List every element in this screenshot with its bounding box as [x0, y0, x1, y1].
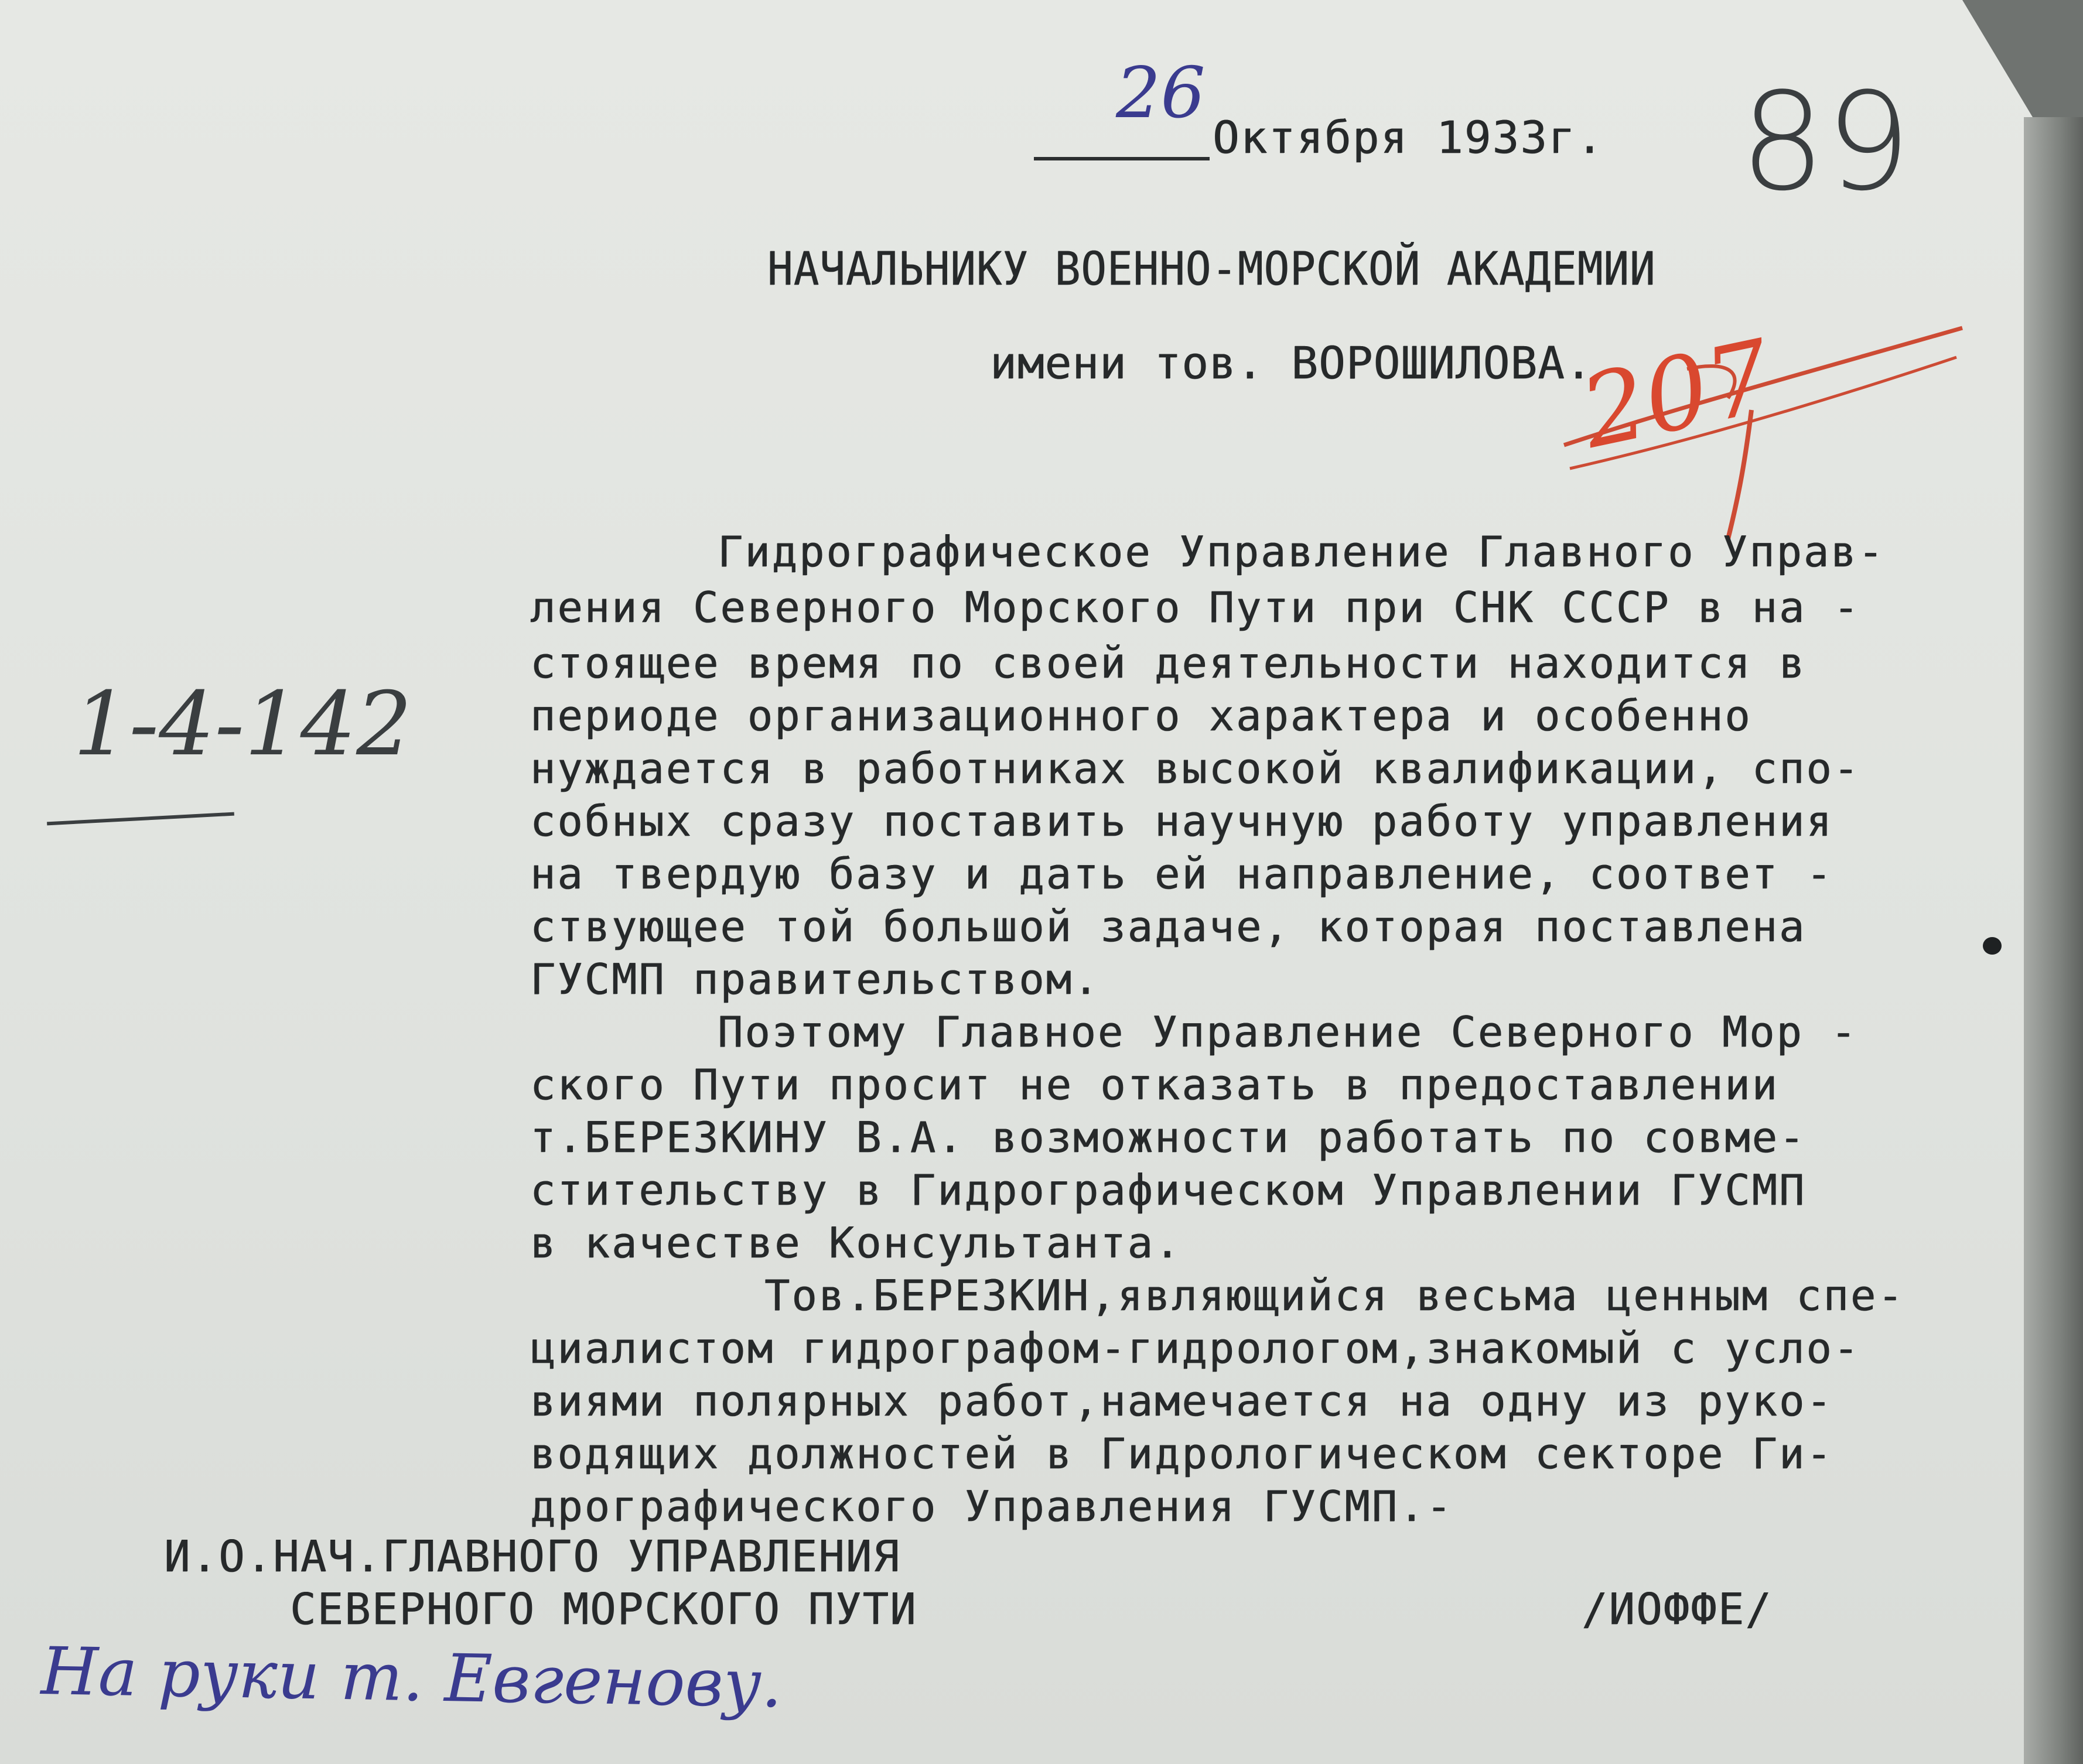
- body-line: периоде организационного характера и особенно: [530, 691, 1752, 740]
- date-day: 26: [1116, 53, 1206, 134]
- signatory-title-line-2: СЕВЕРНОГО МОРСКОГО ПУТИ: [290, 1584, 917, 1635]
- red-mark-number: 207: [1571, 318, 1782, 471]
- body-line: собных сразу поставить научную работу управления: [530, 796, 1833, 846]
- body-line: ского Пути просит не отказать в предоставлении: [530, 1060, 1779, 1109]
- body-line: на твердую базу и дать ей направление, соответ -: [530, 849, 1833, 898]
- signatory-title-line-1: И.О.НАЧ.ГЛАВНОГО УПРАВЛЕНИЯ: [164, 1531, 900, 1582]
- body-line: ГУСМП правительством.: [530, 955, 1101, 1004]
- ink-blot: [1983, 937, 2002, 955]
- body-line: водящих должностей в Гидрологическом секторе Ги-: [530, 1429, 1833, 1478]
- body-line: циалистом гидрографом-гидрологом,знакомый с усло-: [530, 1324, 1861, 1373]
- body-line: в качестве Консультанта.: [530, 1218, 1182, 1267]
- body-line: ления Северного Морского Пути при СНК СССР в на -: [530, 583, 1861, 632]
- signatory-name: /ИОФФЕ/: [1582, 1584, 1773, 1635]
- body-line: дрографического Управления ГУСМП.-: [530, 1482, 1453, 1531]
- addressee-line-1: НАЧАЛЬНИКУ ВОЕННО-МОРСКОЙ АКАДЕМИИ: [767, 243, 1656, 296]
- folio-number: 89: [1740, 64, 1911, 221]
- body-line: нуждается в работниках высокой квалификации, спо-: [530, 744, 1861, 793]
- addressee-line-2: имени тов. ВОРОШИЛОВА.: [990, 337, 1593, 389]
- body-line: Поэтому Главное Управление Северного Мор -: [718, 1007, 1858, 1057]
- body-line: т.БЕРЕЗКИНУ В.А. возможности работать по совме-: [530, 1113, 1807, 1162]
- page-edge-shadow: [2024, 117, 2083, 1764]
- body-line: виями полярных работ,намечается на одну из руко-: [530, 1376, 1833, 1425]
- date-underline: [1034, 157, 1210, 160]
- handwritten-note: На руки т. Евгенову.: [40, 1633, 783, 1723]
- body-line: Тов.БЕРЕЗКИН,являющийся весьма ценным спе-: [764, 1271, 1905, 1320]
- body-line: Гидрографическое Управление Главного Управ-: [718, 527, 1885, 576]
- body-line: стительству в Гидрографическом Управлении ГУСМП: [530, 1165, 1807, 1215]
- body-line: ствующее той большой задаче, которая поставлена: [530, 902, 1807, 951]
- date-month-year: Октября 1933г.: [1213, 111, 1604, 163]
- margin-note: 1-4-142: [73, 674, 412, 775]
- body-line: стоящее время по своей деятельности находится в: [530, 638, 1807, 688]
